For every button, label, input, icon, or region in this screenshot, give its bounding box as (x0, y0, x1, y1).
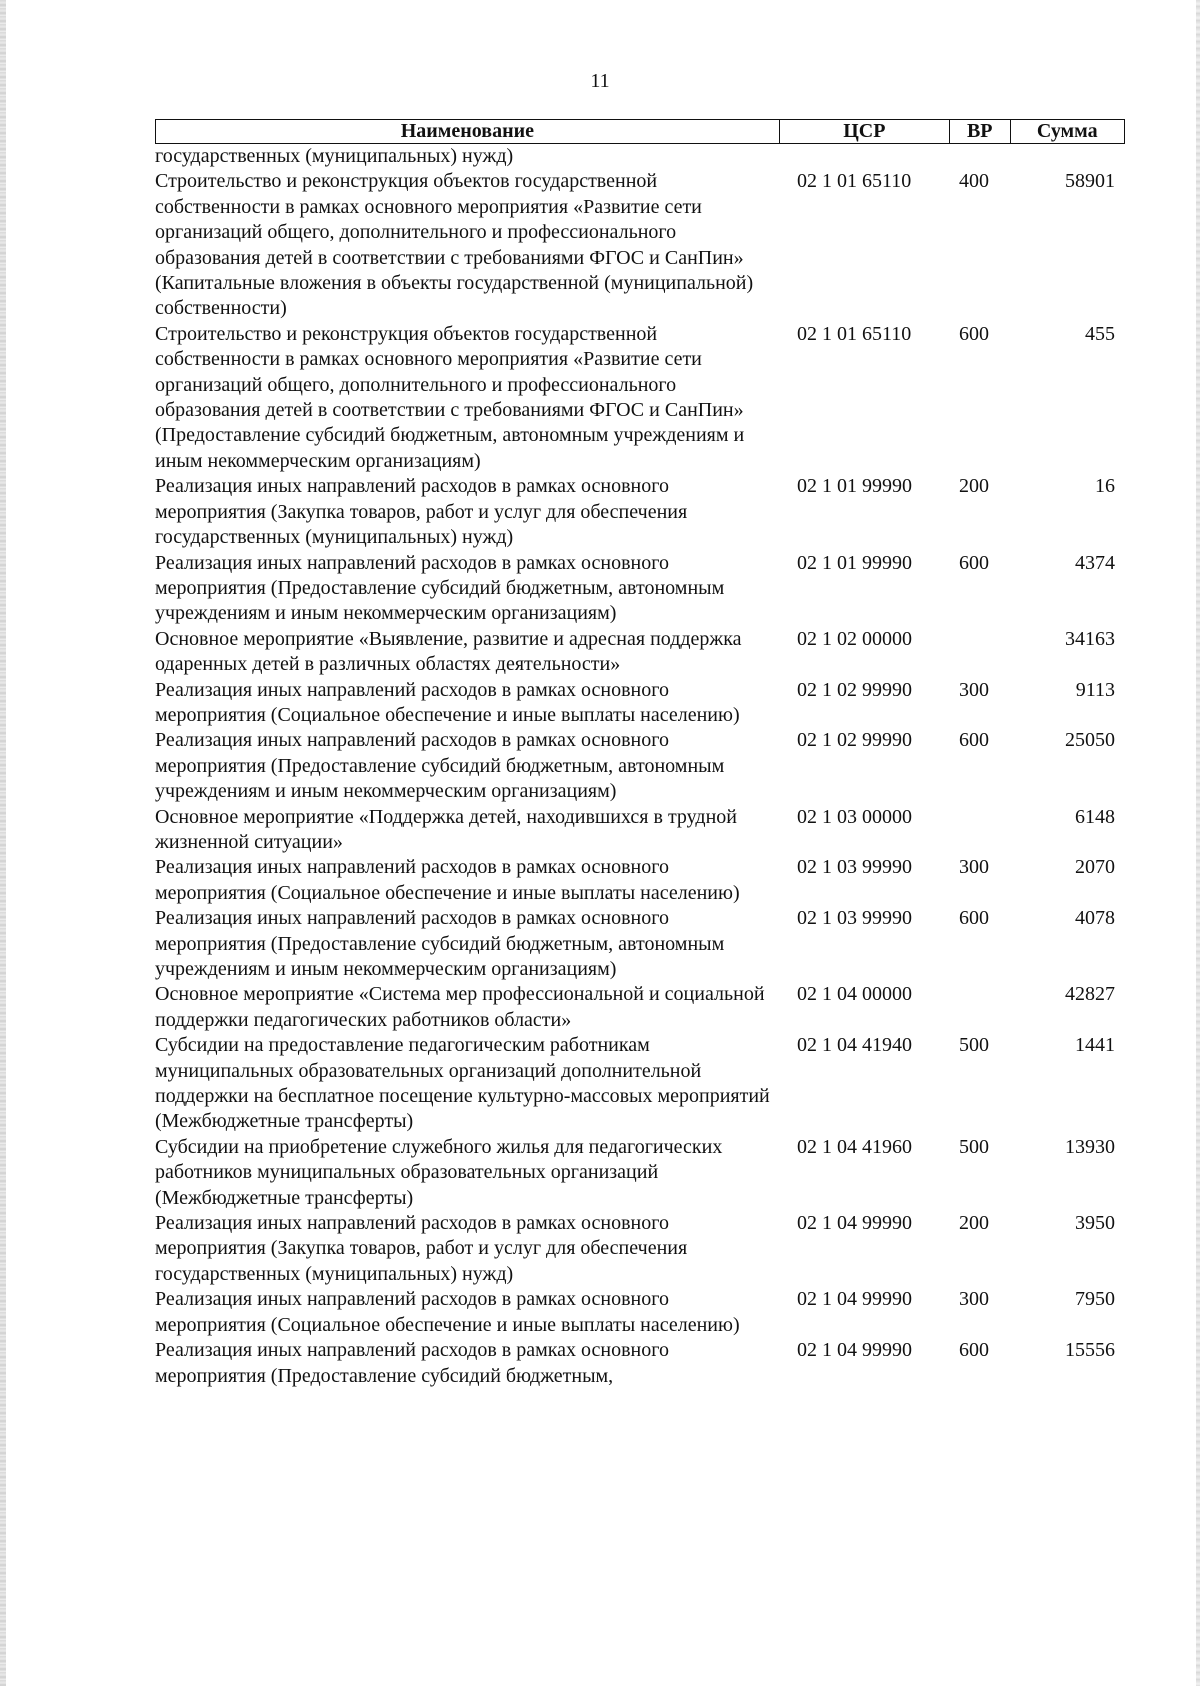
cell-sum: 15556 (1065, 1339, 1115, 1362)
table-row (155, 1135, 1125, 1211)
cell-name: Реализация иных направлений расходов в рамках основного мероприятия (Закупка товаров, работ и услуг для обеспечения государственных (муниципальных) нужд) (155, 475, 688, 549)
table-row (155, 322, 1125, 474)
scan-edge-right (1196, 0, 1200, 1686)
cell-name: Субсидии на приобретение служебного жилья для педагогических работников муниципальных образовательных организаций (Межбюджетные трансферты) (155, 1135, 723, 1209)
table-row (155, 1033, 1125, 1135)
cell-sum: 1441 (1075, 1034, 1115, 1057)
cell-name: Основное мероприятие «Система мер профессиональной и социальной поддержки педагогических работников области» (155, 983, 765, 1031)
scan-edge-left (0, 0, 6, 1686)
cell-name: Реализация иных направлений расходов в рамках основного мероприятия (Социальное обеспечение и иные выплаты населению) (155, 856, 740, 904)
cell-vr: 600 (959, 322, 989, 345)
cell-sum: 4078 (1075, 907, 1115, 930)
cell-csr: 02 1 04 41960 (797, 1135, 912, 1158)
cell-name: Реализация иных направлений расходов в рамках основного мероприятия (Закупка товаров, работ и услуг для обеспечения государственных (муниципальных) нужд) (155, 1212, 688, 1285)
cell-sum: 16 (1095, 475, 1115, 498)
cell-sum: 58901 (1065, 170, 1115, 193)
table-body (155, 144, 1125, 1389)
cell-name: Основное мероприятие «Поддержка детей, находившихся в трудной жизненной ситуации» (155, 805, 737, 853)
cell-sum: 42827 (1065, 983, 1115, 1006)
cell-csr: 02 1 04 99990 (797, 1288, 912, 1311)
cell-csr: 02 1 01 99990 (797, 475, 912, 498)
cell-csr: 02 1 03 99990 (797, 856, 912, 879)
cell-name: государственных (муниципальных) нужд) (155, 145, 514, 167)
cell-vr: 600 (959, 1339, 989, 1362)
cell-vr: 300 (959, 678, 989, 701)
header-name: Наименование (156, 120, 780, 143)
cell-vr: 600 (959, 729, 989, 752)
cell-name: Реализация иных направлений расходов в рамках основного мероприятия (Предоставление субсидий бюджетным, автономным учреждениям и иным некоммерческим организациям) (155, 907, 725, 980)
cell-csr: 02 1 03 00000 (797, 805, 912, 828)
cell-name: Строительство и реконструкция объектов государственной собственности в рамках основного мероприятия «Развитие сети организаций общего, дополнительного и профессионального образования детей в соответствии с требованиями ФГОС и СанПин» (Капитальные вложения в объекты государственной (муниципальной) собственности) (155, 170, 754, 320)
cell-sum: 3950 (1075, 1212, 1115, 1235)
cell-sum: 4374 (1075, 551, 1115, 574)
cell-csr: 02 1 02 99990 (797, 678, 912, 701)
cell-sum: 455 (1085, 322, 1115, 345)
header-csr: ЦСР (780, 120, 950, 143)
cell-name: Реализация иных направлений расходов в рамках основного мероприятия (Социальное обеспечение и иные выплаты населению) (155, 678, 740, 726)
table-row (155, 169, 1125, 321)
cell-vr: 200 (959, 475, 989, 498)
cell-sum (1007, 144, 1117, 169)
cell-vr (949, 805, 1007, 856)
cell-name: Реализация иных направлений расходов в рамках основного мероприятия (Предоставление субсидий бюджетным, автономным учреждениям и иным некоммерческим организациям) (155, 729, 725, 803)
cell-vr (949, 627, 1007, 678)
cell-csr: 02 1 03 99990 (797, 907, 912, 930)
cell-vr (949, 144, 1007, 169)
table-row (155, 1338, 1125, 1389)
cell-vr: 300 (959, 1288, 989, 1311)
table-row (155, 728, 1125, 804)
cell-csr: 02 1 02 99990 (797, 729, 912, 752)
cell-csr: 02 1 04 99990 (797, 1339, 912, 1362)
cell-name: Субсидии на предоставление педагогическим работникам муниципальных образовательных организаций дополнительной поддержки на бесплатное посещение культурно-массовых мероприятий (Межбюджетные трансферты) (155, 1034, 770, 1133)
table-row (155, 678, 1125, 729)
cell-vr: 500 (959, 1034, 989, 1057)
cell-csr: 02 1 01 99990 (797, 551, 912, 574)
cell-name: Реализация иных направлений расходов в рамках основного мероприятия (Предоставление субсидий бюджетным, автономным учреждениям и иным некоммерческим организациям) (155, 551, 725, 625)
cell-name: Основное мероприятие «Выявление, развитие и адресная поддержка одаренных детей в различных областях деятельности» (155, 627, 742, 676)
cell-name: Строительство и реконструкция объектов государственной собственности в рамках основного мероприятия «Развитие сети организаций общего, дополнительного и профессионального образования детей в соответствии с требованиями ФГОС и СанПин» (Предоставление субсидий бюджетным, автономным учреждениям и иным некоммерческим организациям) (155, 322, 745, 472)
table-header (155, 119, 1125, 144)
cell-csr: 02 1 04 41940 (797, 1034, 912, 1057)
cell-csr (789, 144, 949, 169)
table-row (155, 627, 1125, 678)
cell-vr: 600 (959, 551, 989, 574)
cell-csr: 02 1 04 00000 (797, 983, 912, 1006)
page-number: 11 (590, 70, 610, 92)
cell-csr: 02 1 02 00000 (797, 627, 912, 650)
table-row (155, 982, 1125, 1033)
cell-sum: 2070 (1075, 856, 1115, 879)
table-row (155, 551, 1125, 627)
cell-vr (949, 982, 1007, 1033)
table-row (155, 855, 1125, 906)
cell-vr: 500 (959, 1135, 989, 1158)
header-vr: ВР (950, 120, 1011, 143)
budget-table (155, 119, 1125, 1389)
cell-sum: 25050 (1065, 729, 1115, 752)
cell-sum: 7950 (1075, 1288, 1115, 1311)
table-row (155, 805, 1125, 856)
cell-sum: 13930 (1065, 1135, 1115, 1158)
cell-name: Реализация иных направлений расходов в рамках основного мероприятия (Социальное обеспечение и иные выплаты населению) (155, 1288, 740, 1336)
cell-name: Реализация иных направлений расходов в рамках основного мероприятия (Предоставление субсидий бюджетным, (155, 1339, 669, 1387)
cell-sum: 34163 (1065, 627, 1115, 650)
cell-csr: 02 1 01 65110 (797, 170, 912, 193)
cell-vr: 600 (959, 907, 989, 930)
cell-csr: 02 1 01 65110 (797, 322, 912, 345)
table-row (155, 1287, 1125, 1338)
table-row (155, 1211, 1125, 1287)
cell-sum: 6148 (1075, 805, 1115, 828)
cell-sum: 9113 (1075, 678, 1115, 701)
table-row (155, 144, 1125, 169)
cell-csr: 02 1 04 99990 (797, 1212, 912, 1235)
table-row (155, 474, 1125, 550)
table-row (155, 906, 1125, 982)
cell-vr: 200 (959, 1212, 989, 1235)
cell-vr: 400 (959, 170, 989, 193)
cell-vr: 300 (959, 856, 989, 879)
header-sum: Сумма (1036, 120, 1098, 142)
